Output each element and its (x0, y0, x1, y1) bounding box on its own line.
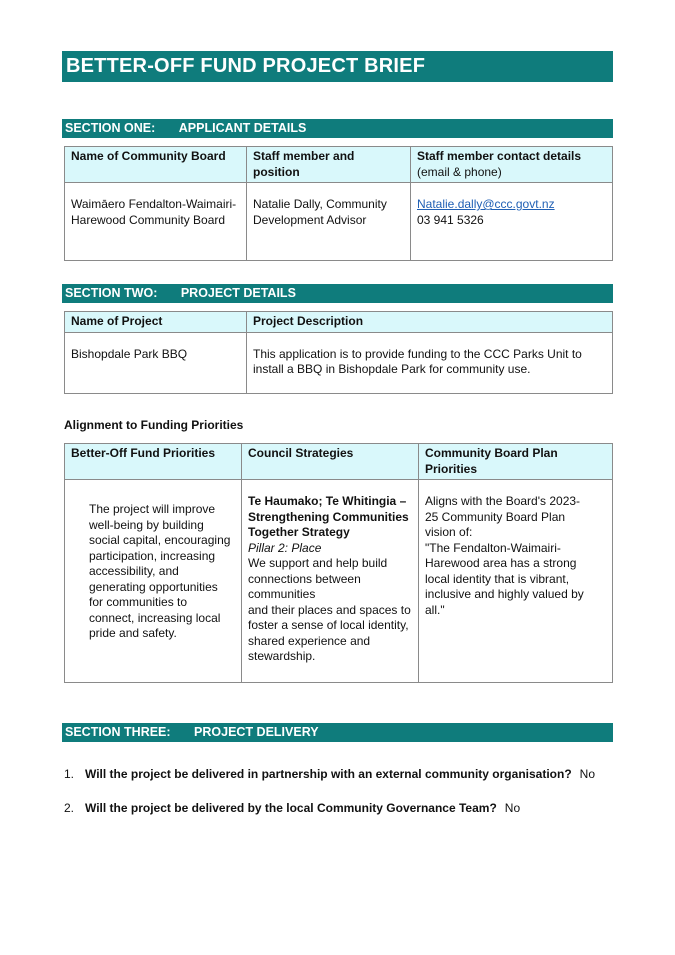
delivery-answer-2: No (504, 801, 521, 815)
section-three-header (62, 723, 613, 742)
project-description-value: This application is to provide funding to the CCC Parks Unit to install a BBQ in Bishopdale Park for community use. (247, 332, 613, 393)
header-project-description: Project Description (247, 312, 613, 333)
section-one-label: SECTION ONE: (65, 121, 156, 135)
board-plan-value: Aligns with the Board's 2023- 25 Community Board Plan vision of: "The Fendalton-Waimairi- Harewood area has a strong local identity that is vibrant, inclusive and highly valued by all." (419, 480, 613, 683)
alignment-header-row (65, 444, 613, 480)
header-fund-priorities: Better-Off Fund Priorities (65, 444, 242, 480)
section-two-header (62, 284, 613, 303)
email-link[interactable]: Natalie.dally@ccc.govt.nz (417, 197, 555, 211)
header-staff-member: Staff member and position (247, 147, 411, 183)
council-strategies-value: Te Haumako; Te Whitingia – Strengthening Communities Together Strategy Pillar 2: Place We support and help build connections between communities and their places and spaces to foster a sense of local identity, shared experience and stewardship. (242, 480, 419, 683)
section-two-label: SECTION TWO: (65, 286, 158, 300)
project-details-table (64, 311, 613, 394)
delivery-answer-1: No (579, 767, 595, 781)
document-title: BETTER-OFF FUND PROJECT BRIEF (62, 51, 613, 82)
alignment-value-row (65, 480, 613, 683)
header-project-name: Name of Project (65, 312, 247, 333)
project-header-row (65, 312, 613, 333)
section-two-title: PROJECT DETAILS (180, 286, 296, 300)
alignment-heading: Alignment to Funding Priorities (64, 418, 244, 432)
header-community-board: Name of Community Board (65, 147, 247, 183)
community-board-value: Waimāero Fendalton-Waimairi- Harewood Community Board (65, 183, 247, 261)
delivery-question-1: 1. Will the project be delivered in partnership with an external community organisation? No (64, 767, 595, 781)
contact-value (411, 183, 613, 261)
header-council-strategies: Council Strategies (242, 444, 419, 480)
fund-priorities-value: The project will improve well-being by building social capital, encouraging participation, increasing accessibility, and generating opportunities for communities to connect, increasing local pride and safety. (65, 480, 242, 683)
phone-number: 03 941 5326 (417, 212, 484, 227)
alignment-table (64, 443, 613, 683)
staff-member-value: Natalie Dally, Community Development Advisor (247, 183, 411, 261)
delivery-question-2: 2. Will the project be delivered by the local Community Governance Team? No (64, 801, 521, 815)
section-one-title: APPLICANT DETAILS (178, 121, 307, 135)
header-contact: Staff member contact details (email & phone) (411, 147, 613, 183)
header-board-plan: Community Board Plan Priorities (419, 444, 613, 480)
section-three-title: PROJECT DELIVERY (194, 725, 319, 739)
section-three-label: SECTION THREE: (65, 725, 171, 739)
applicant-header-row (65, 147, 613, 183)
applicant-value-row (65, 183, 613, 261)
project-name-value: Bishopdale Park BBQ (65, 332, 247, 393)
section-one-header (62, 119, 613, 138)
project-value-row (65, 332, 613, 393)
applicant-details-table (64, 146, 613, 261)
strategy-pillar: Pillar 2: Place (248, 540, 322, 555)
